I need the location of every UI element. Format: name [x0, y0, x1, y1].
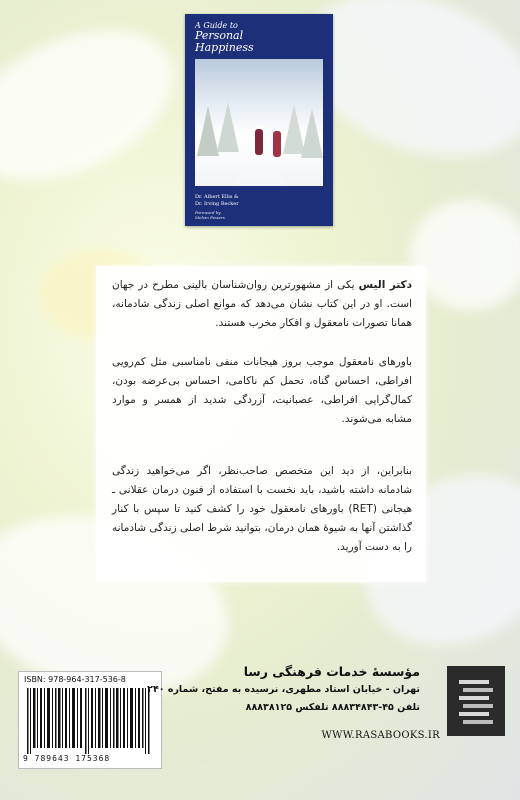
cover-author: Dr. Irving Becker	[195, 200, 239, 207]
flower-petal	[0, 0, 197, 210]
barcode-icon	[25, 688, 155, 754]
publisher-logo	[447, 666, 505, 736]
description-panel	[96, 266, 426, 582]
original-cover-foreword: Foreword by Melvin Powers	[195, 210, 225, 220]
publisher-name: مؤسسهٔ خدمات فرهنگی رسا	[243, 664, 420, 679]
isbn-label: ISBN: 978-964-317-536-8	[24, 675, 126, 684]
author-name: دکتر الیس	[358, 279, 413, 291]
cover-author: Dr. Albert Ellis &	[195, 194, 239, 200]
isbn-barcode-box	[18, 671, 162, 769]
publisher-website: WWW.RASABOOKS.IR	[321, 730, 440, 741]
description-paragraph: بنابراین، از دید این متخصص صاحب‌نظر، اگر می‌خواهید زندگی شادمانه داشته باشید، باید نخست با استفاده از فنون درمان عقلانی ـ هیجانی (RET) باورهای نامعقول خود را کشف کنید تا سپس با کنار گذاشتن آنها به شیوهٔ همان درمان، بتوانید شرط اصلی زندگی شادمانه را به دست آورید.	[112, 465, 412, 553]
original-cover-title	[195, 22, 254, 53]
publisher-address: تهران - خیابان استاد مطهری، نرسیده به مفتح، شماره ۲۴۰	[147, 684, 420, 695]
cover-title-line: Personal	[195, 29, 244, 43]
flower-petal	[410, 200, 520, 310]
original-cover-authors	[195, 194, 239, 207]
description-paragraph: باورهای نامعقول موجب بروز هیجانات منفی نامناسبی مثل کم‌رویی افراطی، احساس گناه، تحمل کم ناکامی، احساس بی‌عرضه بودن، کمال‌گرایی افراطی، عصبانیت، آزردگی شدید از همسر و موارد مشابه می‌شوند.	[112, 356, 412, 425]
barcode-digits: 9 789643 175368	[23, 754, 111, 763]
publisher-logo-icon	[455, 674, 497, 728]
publisher-phone: تلفن ۴۵-۸۸۸۳۴۸۴۳ تلفکس ۸۸۸۳۸۱۲۵	[245, 702, 420, 713]
cover-title-line: A Guide to	[195, 21, 238, 30]
description-paragraph: دکتر الیس یکی از مشهورترین روان‌شناسان بالینی مطرح در جهان است. او در این کتاب نشان می‌دهد که موانع اصلی زندگی شادمانه، همانا تصورات نامعقول و افکار مخرب هستند.	[112, 279, 413, 329]
original-book-cover	[185, 14, 333, 226]
cover-title-line: Happiness	[195, 40, 254, 54]
winter-joggers-photo	[195, 59, 323, 186]
